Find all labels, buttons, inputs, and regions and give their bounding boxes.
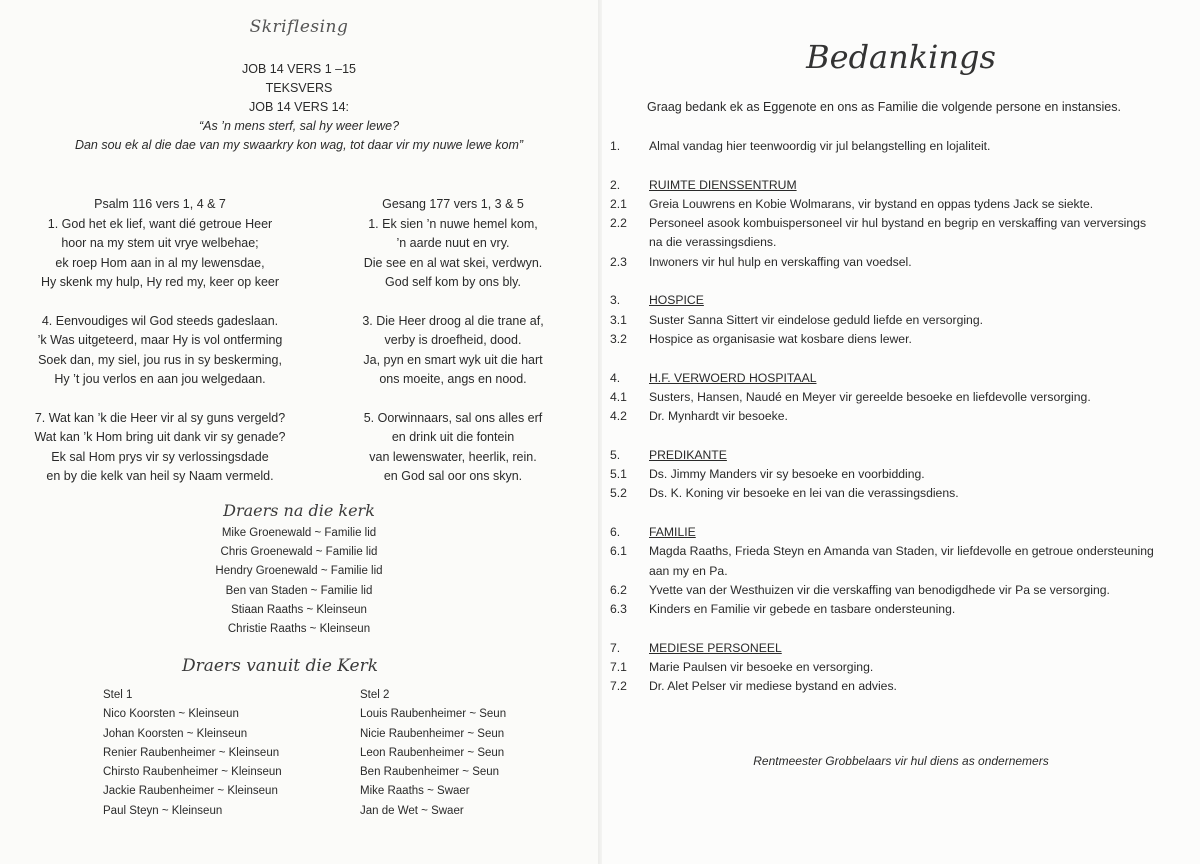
item-number: 6. <box>610 524 621 539</box>
item-number: 2.2 <box>610 216 627 231</box>
item-text: aan my en Pa. <box>649 563 728 578</box>
list-item <box>610 137 1195 156</box>
list-item <box>610 311 1195 330</box>
item-number: 7.1 <box>610 660 627 675</box>
pallbearer: Paul Steyn ~ Kleinseun <box>103 804 223 817</box>
list-item <box>610 407 1195 426</box>
section-heading <box>610 639 1195 658</box>
section-heading <box>610 446 1195 465</box>
verse-line: Ja, pyn en smart wyk uit die hart <box>363 352 543 367</box>
stel-2-list <box>360 686 506 821</box>
verse-line: God self kom by ons bly. <box>385 275 521 289</box>
psalm-116 <box>20 195 300 487</box>
item-number: 2.3 <box>610 254 627 269</box>
list-spacer <box>610 504 1195 523</box>
verse-line: 1. God het ek lief, want dié getroue Heer <box>47 216 273 231</box>
item-number <box>610 562 649 581</box>
reading-line: TEKSVERS <box>265 81 333 95</box>
reading-line: JOB 14 VERS 14: <box>248 100 350 114</box>
pallbearer: Ben Raubenheimer ~ Seun <box>360 766 500 779</box>
item-text: Inwoners vir hul hulp en verskaffing van voedsel. <box>649 254 912 269</box>
list-item <box>610 562 1195 581</box>
item-text: Magda Raaths, Frieda Steyn en Amanda van Staden, vir liefdevolle en getroue ondersteuning <box>649 544 1154 559</box>
section-heading <box>610 523 1195 542</box>
list-item <box>610 581 1195 600</box>
list-item <box>610 600 1195 619</box>
verse-line: hoor na my stem uit vrye welbehae; <box>61 236 259 250</box>
verse-line: en God sal oor ons skyn. <box>383 469 523 483</box>
pallbearer: Stiaan Raaths ~ Kleinseun <box>231 603 367 616</box>
thanks-intro: Graag bedank ek as Eggenote en ons as Familie die volgende persone en instansies. <box>647 100 1121 114</box>
hymn-title: Psalm 116 vers 1, 4 & 7 <box>94 197 226 211</box>
item-number: 3. <box>610 293 621 308</box>
verse-line: ’n aarde nuut en vry. <box>396 236 510 250</box>
list-item <box>610 330 1195 349</box>
verse-line: Soek dan, my siel, jou rus in sy beskerming, <box>38 352 282 367</box>
stel-label: Stel 2 <box>360 689 390 701</box>
item-text: Kinders en Familie vir gebede en tasbare ondersteuning. <box>649 602 956 617</box>
pallbearer: Nico Koorsten ~ Kleinseun <box>103 708 239 721</box>
item-number: 5.1 <box>610 467 627 482</box>
pallbearer: Hendry Groenewald ~ Familie lid <box>215 565 383 578</box>
item-text: Ds. Jimmy Manders vir sy besoeke en voorbidding. <box>649 467 925 482</box>
list-item <box>610 484 1195 503</box>
list-item <box>610 542 1195 561</box>
verse-line: 7. Wat kan ’k die Heer vir al sy guns vergeld? <box>34 410 286 425</box>
list-item <box>610 233 1195 252</box>
scripture-reading <box>0 60 598 155</box>
pallbearer: Chirsto Raubenheimer ~ Kleinseun <box>103 766 282 779</box>
item-number: 6.2 <box>610 582 627 597</box>
item-text: FAMILIE <box>649 524 696 539</box>
item-number: 7.2 <box>610 679 627 694</box>
item-text: Hospice as organisasie wat kosbare diens lewer. <box>649 331 912 346</box>
item-number: 7. <box>610 640 621 655</box>
stel-label: Stel 1 <box>103 689 133 701</box>
verse-line: Ek sal Hom prys vir sy verlossingsdade <box>51 449 269 464</box>
pallbearer: Leon Raubenheimer ~ Seun <box>360 746 505 759</box>
item-text: HOSPICE <box>649 293 704 308</box>
item-text: Suster Sanna Sittert vir eindelose geduld liefde en versorging. <box>649 312 984 327</box>
item-number: 3.2 <box>610 331 627 346</box>
hymn-title: Gesang 177 vers 1, 3 & 5 <box>382 197 524 211</box>
list-spacer <box>610 619 1195 638</box>
verse-line: Hy skenk my hulp, Hy red my, keer op keer <box>40 275 280 289</box>
item-number: 5.2 <box>610 486 627 501</box>
verse-line: Hy ’t jou verlos en aan jou welgedaan. <box>54 372 266 386</box>
item-text: Susters, Hansen, Naudé en Meyer vir gereelde besoeke en liefdevolle versorging. <box>649 389 1091 404</box>
verse-line: van lewenswater, heerlik, rein. <box>369 449 537 464</box>
gesang-177 <box>318 195 588 487</box>
reading-line: JOB 14 VERS 1 –15 <box>242 62 356 76</box>
pallbearer: Mike Raaths ~ Swaer <box>360 785 470 798</box>
verse-line: Wat kan ’k Hom bring uit dank vir sy genade? <box>34 430 286 444</box>
verse-line: 3. Die Heer droog al die trane af, <box>362 313 544 328</box>
item-number <box>610 233 649 252</box>
item-number: 4.2 <box>610 409 627 424</box>
list-item <box>610 388 1195 407</box>
verse-line: 1. Ek sien ’n nuwe hemel kom, <box>368 216 538 231</box>
pallbearer: Jan de Wet ~ Swaer <box>360 804 464 817</box>
item-text: Dr. Alet Pelser vir mediese bystand en advies. <box>649 679 897 694</box>
pallbearer: Renier Raubenheimer ~ Kleinseun <box>103 746 280 759</box>
item-text: RUIMTE DIENSSENTRUM <box>649 177 797 192</box>
item-text: na die verassingsdiens. <box>649 235 777 250</box>
list-item <box>610 214 1195 233</box>
pallbearer: Mike Groenewald ~ Familie lid <box>221 527 377 539</box>
item-text: Greia Louwrens en Kobie Wolmarans, vir bystand en oppas tydens Jack se siekte. <box>649 196 1094 211</box>
item-number: 4. <box>610 370 621 385</box>
verse-line: ek roep Hom aan in al my lewensdae, <box>55 255 265 270</box>
item-number: 1. <box>610 139 621 153</box>
list-item <box>610 465 1195 484</box>
item-number: 2.1 <box>610 196 627 211</box>
item-text: H.F. VERWOERD HOSPITAAL <box>649 370 817 385</box>
verse-line: ’k Was uitgeteerd, maar Hy is vol ontferming <box>37 333 283 347</box>
item-text: Almal vandag hier teenwoordig vir jul belangstelling en lojaliteit. <box>649 139 991 153</box>
list-item <box>610 677 1195 696</box>
item-text: Personeel asook kombuispersoneel vir hul bystand en begrip en verskaffing van verversings <box>649 216 1147 231</box>
draers-vanuit-die-kerk-title: Draers vanuit die Kerk <box>181 656 379 676</box>
section-heading <box>610 291 1195 310</box>
pallbearer: Christie Raaths ~ Kleinseun <box>227 623 371 636</box>
item-text: Yvette van der Westhuizen vir die verskaffing van benodigdhede vir Pa se versorging. <box>649 582 1110 597</box>
list-spacer <box>610 349 1195 368</box>
draers-na-die-kerk-title: Draers na die kerk <box>223 501 375 520</box>
pallbearer: Chris Groenewald ~ Familie lid <box>220 546 378 559</box>
pallbearer: Ben van Staden ~ Familie lid <box>225 584 373 597</box>
list-item <box>610 658 1195 677</box>
quote-line: “As ’n mens sterf, sal hy weer lewe? <box>198 119 400 133</box>
item-text: Ds. K. Koning vir besoeke en lei van die verassingsdiens. <box>649 486 959 501</box>
draers-na-die-kerk-list <box>0 524 598 639</box>
verse-line: ons moeite, angs en nood. <box>379 372 527 386</box>
list-item <box>610 253 1195 272</box>
item-number: 5. <box>610 447 621 462</box>
item-text: PREDIKANTE <box>649 447 727 462</box>
pallbearer: Nicie Raubenheimer ~ Seun <box>360 727 505 740</box>
verse-line: en drink uit die fontein <box>391 430 515 444</box>
list-spacer <box>610 272 1195 291</box>
item-number: 4.1 <box>610 389 627 404</box>
pallbearer: Johan Koorsten ~ Kleinseun <box>103 727 248 740</box>
item-number: 6.3 <box>610 602 627 617</box>
verse-line: Die see en al wat skei, verdwyn. <box>363 255 543 270</box>
item-number: 3.1 <box>610 312 627 327</box>
list-spacer <box>610 156 1195 175</box>
skriflesing-title: Skriflesing <box>249 17 349 37</box>
undertaker-thanks: Rentmeester Grobbelaars vir hul diens as ondernemers <box>753 754 1049 768</box>
verse-line: 5. Oorwinnaars, sal ons alles erf <box>363 410 543 425</box>
item-text: MEDIESE PERSONEEL <box>649 640 782 655</box>
quote-line: Dan sou ek al die dae van my swaarkry kon wag, tot daar vir my nuwe lewe kom” <box>74 138 524 152</box>
list-spacer <box>610 426 1195 445</box>
verse-line: 4. Eenvoudiges wil God steeds gadeslaan. <box>41 313 279 328</box>
item-number: 6.1 <box>610 544 627 559</box>
thanks-list <box>610 137 1195 697</box>
verse-line: en by die kelk van heil sy Naam vermeld. <box>46 469 274 483</box>
pallbearer: Louis Raubenheimer ~ Seun <box>360 708 507 721</box>
verse-line: verby is droefheid, dood. <box>384 333 522 347</box>
bedankings-title: Bedankings <box>806 38 996 76</box>
list-item <box>610 195 1195 214</box>
item-text: Dr. Mynhardt vir besoeke. <box>649 409 788 424</box>
item-text: Marie Paulsen vir besoeke en versorging. <box>649 660 874 675</box>
section-heading <box>610 176 1195 195</box>
stel-1-list <box>103 686 282 821</box>
item-number: 2. <box>610 177 621 192</box>
section-heading <box>610 369 1195 388</box>
pallbearer: Jackie Raubenheimer ~ Kleinseun <box>103 785 278 798</box>
